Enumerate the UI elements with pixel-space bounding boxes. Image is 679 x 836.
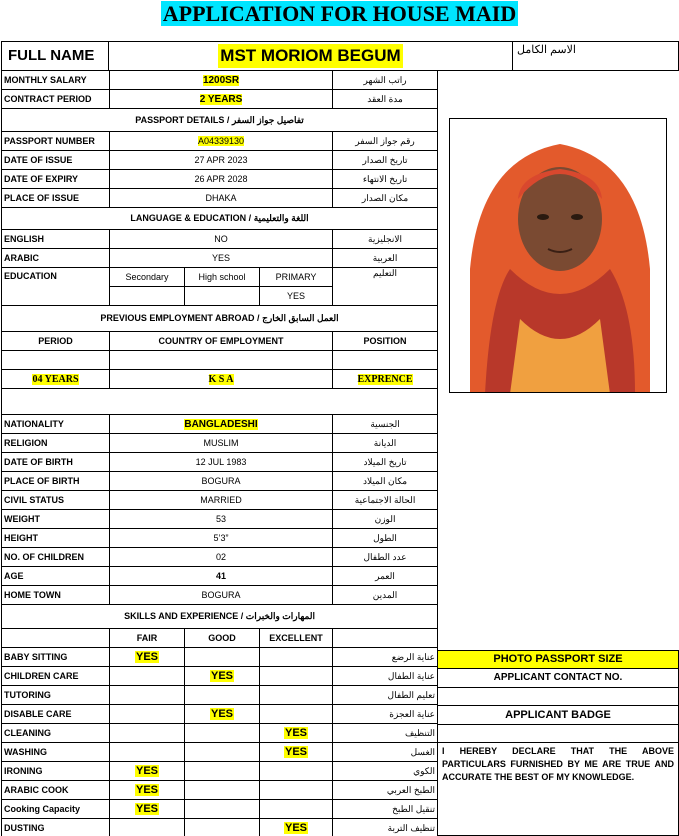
- home-town-ar: المدين: [333, 586, 438, 605]
- pob-ar: مكان الميلاد: [333, 472, 438, 491]
- contact-label: APPLICANT CONTACT NO.: [437, 668, 679, 688]
- skill-row: [2, 724, 438, 743]
- date-of-issue-label: DATE OF ISSUE: [2, 151, 110, 170]
- height-value: 5’3”: [110, 529, 333, 548]
- skill-row: [2, 781, 438, 800]
- education-label: EDUCATION: [2, 268, 110, 306]
- height-row: [2, 529, 438, 548]
- height-label: HEIGHT: [2, 529, 110, 548]
- skill-fair: [110, 724, 185, 743]
- place-of-issue-row: [2, 189, 438, 208]
- skill-excellent-mark: YES: [285, 727, 308, 739]
- age-row: [2, 567, 438, 586]
- date-of-issue-ar: تاريخ الصدار: [333, 151, 438, 170]
- lang-section-row: [2, 208, 438, 230]
- skill-fair: [110, 762, 185, 781]
- age-value: 41: [110, 567, 333, 586]
- declaration-text: I HEREBY DECLARE THAT THE ABOVE PARTICULARS FURNISHED BY ME ARE TRUE AND ACCURATE THE BEST OF MY KNOWLEDGE.: [437, 742, 679, 836]
- pob-label: PLACE OF BIRTH: [2, 472, 110, 491]
- dob-value: 12 JUL 1983: [110, 453, 333, 472]
- skill-fair: [110, 648, 185, 667]
- skill-row: [2, 686, 438, 705]
- skill-label: WASHING: [2, 743, 110, 762]
- skill-row: [2, 819, 438, 836]
- full-name-value: MST MORIOM BEGUM: [218, 44, 402, 68]
- pob-value: BOGURA: [110, 472, 333, 491]
- monthly-salary-row: [2, 71, 438, 90]
- skill-fair: [110, 667, 185, 686]
- dob-ar: تاريخ الميلاد: [333, 453, 438, 472]
- nationality-label: NATIONALITY: [2, 415, 110, 434]
- contact-blank: [437, 687, 679, 706]
- skills-excellent-header: EXCELLENT: [260, 629, 333, 648]
- employment-period-header: PERIOD: [2, 332, 110, 351]
- skills-header-blank: [2, 629, 110, 648]
- nationality-value: BANGLADESHI: [184, 418, 258, 430]
- skill-ar: تنظيف التربة: [333, 819, 438, 836]
- dob-label: DATE OF BIRTH: [2, 453, 110, 472]
- nationality-row: [2, 415, 438, 434]
- home-town-row: [2, 586, 438, 605]
- passport-number-ar: رقم جواز السفر: [333, 132, 438, 151]
- employment-position-value: EXPRENCE: [357, 373, 413, 385]
- skill-label: TUTORING: [2, 686, 110, 705]
- skills-header-row: [2, 629, 438, 648]
- employment-position-header: POSITION: [333, 332, 438, 351]
- skill-fair: [110, 743, 185, 762]
- civil-status-ar: الحالة الاجتماعية: [333, 491, 438, 510]
- spacer-row: [2, 389, 438, 415]
- skill-good: [185, 648, 260, 667]
- employment-country-cell: [110, 370, 333, 389]
- dob-row: [2, 453, 438, 472]
- date-of-issue-row: [2, 151, 438, 170]
- skill-good: [185, 800, 260, 819]
- skills-fair-header: FAIR: [110, 629, 185, 648]
- employment-row: [2, 370, 438, 389]
- passport-number-row: [2, 132, 438, 151]
- contract-period-ar: مدة العقد: [333, 90, 438, 109]
- skill-excellent-mark: YES: [285, 822, 308, 834]
- skill-ar: تنقيل الطبخ: [333, 800, 438, 819]
- skill-fair-mark: YES: [135, 784, 158, 796]
- children-ar: عدد الطفال: [333, 548, 438, 567]
- skills-section-title: SKILLS AND EXPERIENCE / المهارات والخبرات: [2, 605, 438, 629]
- employment-header-row: [2, 332, 438, 351]
- education-cell-empty-1: [110, 287, 185, 306]
- full-name-label: FULL NAME: [8, 47, 95, 64]
- religion-label: RELIGION: [2, 434, 110, 453]
- contract-period-value: 2 YEARS: [199, 93, 243, 105]
- monthly-salary-ar: راتب الشهر: [333, 71, 438, 90]
- skill-label: DISABLE CARE: [2, 705, 110, 724]
- skill-fair: [110, 781, 185, 800]
- contract-period-row: [2, 90, 438, 109]
- date-of-expiry-ar: تاريخ الانتهاء: [333, 170, 438, 189]
- skills-good-header: GOOD: [185, 629, 260, 648]
- education-level-high-school: High school: [185, 268, 260, 287]
- form-table: [1, 70, 438, 836]
- employment-blank-2: [110, 351, 333, 370]
- passport-number-value: A04339130: [197, 136, 245, 146]
- civil-status-row: [2, 491, 438, 510]
- religion-value: MUSLIM: [110, 434, 333, 453]
- contract-period-label: CONTRACT PERIOD: [2, 90, 110, 109]
- date-of-expiry-value: 26 APR 2028: [110, 170, 333, 189]
- employment-section-row: [2, 306, 438, 332]
- skill-good-mark: YES: [210, 670, 233, 682]
- skill-excellent: [260, 762, 333, 781]
- skill-fair-mark: YES: [135, 803, 158, 815]
- english-label: ENGLISH: [2, 230, 110, 249]
- skill-fair: [110, 705, 185, 724]
- employment-section-title: PREVIOUS EMPLOYMENT ABROAD / العمل السابق الخارج: [2, 306, 438, 332]
- employment-blank-1: [2, 351, 110, 370]
- skill-excellent: [260, 781, 333, 800]
- place-of-issue-ar: مكان الصدار: [333, 189, 438, 208]
- skill-good: [185, 762, 260, 781]
- home-town-value: BOGURA: [110, 586, 333, 605]
- date-of-expiry-label: DATE OF EXPIRY: [2, 170, 110, 189]
- full-name-value-cell: [108, 41, 513, 71]
- arabic-ar: العربية: [333, 249, 438, 268]
- age-label: AGE: [2, 567, 110, 586]
- skill-fair: [110, 800, 185, 819]
- skill-label: BABY SITTING: [2, 648, 110, 667]
- civil-status-label: CIVIL STATUS: [2, 491, 110, 510]
- photo-size-label: PHOTO PASSPORT SIZE: [437, 650, 679, 669]
- religion-row: [2, 434, 438, 453]
- skill-good: [185, 743, 260, 762]
- skill-row: [2, 648, 438, 667]
- place-of-issue-value: DHAKA: [110, 189, 333, 208]
- arabic-label: ARABIC: [2, 249, 110, 268]
- skill-fair: [110, 819, 185, 836]
- skill-ar: عناية الرضع: [333, 648, 438, 667]
- education-level-primary: PRIMARY: [260, 268, 333, 287]
- weight-ar: الوزن: [333, 510, 438, 529]
- education-cell-empty-2: [185, 287, 260, 306]
- skill-label: ARABIC COOK: [2, 781, 110, 800]
- spacer-cell: [2, 389, 438, 415]
- pob-row: [2, 472, 438, 491]
- nationality-cell: [110, 415, 333, 434]
- skill-excellent: [260, 686, 333, 705]
- weight-label: WEIGHT: [2, 510, 110, 529]
- skills-body: [2, 648, 438, 836]
- age-ar: العمر: [333, 567, 438, 586]
- monthly-salary-value: 1200SR: [202, 74, 240, 86]
- weight-row: [2, 510, 438, 529]
- civil-status-value: MARRIED: [110, 491, 333, 510]
- skill-row: [2, 762, 438, 781]
- skill-excellent: [260, 648, 333, 667]
- skill-excellent: [260, 724, 333, 743]
- skills-header-blank-ar: [333, 629, 438, 648]
- skill-good: [185, 705, 260, 724]
- page-title: APPLICATION FOR HOUSE MAID: [162, 1, 517, 26]
- skill-label: DUSTING: [2, 819, 110, 836]
- skill-row: [2, 667, 438, 686]
- skill-ar: الغسل: [333, 743, 438, 762]
- skill-ar: التنظيف: [333, 724, 438, 743]
- place-of-issue-label: PLACE OF ISSUE: [2, 189, 110, 208]
- religion-ar: الديانة: [333, 434, 438, 453]
- skill-good: [185, 781, 260, 800]
- skill-ar: الكوي: [333, 762, 438, 781]
- skill-label: Cooking Capacity: [2, 800, 110, 819]
- monthly-salary-cell: [110, 71, 333, 90]
- employment-blank-3: [333, 351, 438, 370]
- skill-good: [185, 724, 260, 743]
- employment-country-header: COUNTRY OF EMPLOYMENT: [110, 332, 333, 351]
- skill-good-mark: YES: [210, 708, 233, 720]
- skill-label: CLEANING: [2, 724, 110, 743]
- nationality-ar: الجنسية: [333, 415, 438, 434]
- employment-period-cell: [2, 370, 110, 389]
- education-level-secondary: Secondary: [110, 268, 185, 287]
- skills-section-row: [2, 605, 438, 629]
- children-value: 02: [110, 548, 333, 567]
- employment-period-value: 04 YEARS: [32, 373, 79, 385]
- weight-value: 53: [110, 510, 333, 529]
- skill-label: IRONING: [2, 762, 110, 781]
- height-ar: الطول: [333, 529, 438, 548]
- home-town-label: HOME TOWN: [2, 586, 110, 605]
- skill-fair: [110, 686, 185, 705]
- photo-portrait: [450, 119, 667, 393]
- badge-label: APPLICANT BADGE: [437, 705, 679, 725]
- skill-ar: تعليم الطفال: [333, 686, 438, 705]
- children-label: NO. OF CHILDREN: [2, 548, 110, 567]
- children-row: [2, 548, 438, 567]
- skill-good: [185, 686, 260, 705]
- education-selected: YES: [260, 287, 333, 306]
- education-row: [2, 268, 438, 287]
- skill-excellent: [260, 819, 333, 836]
- employment-country-value: K S A: [208, 373, 234, 385]
- skill-fair-mark: YES: [135, 651, 158, 663]
- english-ar: الانجليزية: [333, 230, 438, 249]
- education-ar: التعليم: [333, 268, 438, 306]
- skill-label: CHILDREN CARE: [2, 667, 110, 686]
- skill-row: [2, 800, 438, 819]
- english-value: NO: [110, 230, 333, 249]
- badge-blank: [437, 724, 679, 743]
- skill-row: [2, 705, 438, 724]
- skill-ar: عناية الطفال: [333, 667, 438, 686]
- skill-fair-mark: YES: [135, 765, 158, 777]
- skill-excellent: [260, 800, 333, 819]
- full-name-label-cell: [1, 41, 109, 71]
- date-of-issue-value: 27 APR 2023: [110, 151, 333, 170]
- date-of-expiry-row: [2, 170, 438, 189]
- skill-ar: الطبخ العربي: [333, 781, 438, 800]
- english-row: [2, 230, 438, 249]
- employment-position-cell: [333, 370, 438, 389]
- passport-number-label: PASSPORT NUMBER: [2, 132, 110, 151]
- passport-section-title: PASSPORT DETAILS / تفاصيل جواز السفر: [2, 109, 438, 132]
- skill-excellent: [260, 743, 333, 762]
- skill-good: [185, 819, 260, 836]
- arabic-row: [2, 249, 438, 268]
- monthly-salary-label: MONTHLY SALARY: [2, 71, 110, 90]
- skill-excellent: [260, 705, 333, 724]
- skill-excellent-mark: YES: [285, 746, 308, 758]
- passport-section-row: [2, 109, 438, 132]
- skill-row: [2, 743, 438, 762]
- skill-ar: عناية العجزة: [333, 705, 438, 724]
- applicant-photo: [449, 118, 667, 393]
- lang-section-title: LANGUAGE & EDUCATION / اللغة والتعليمية: [2, 208, 438, 230]
- skill-excellent: [260, 667, 333, 686]
- skill-good: [185, 667, 260, 686]
- arabic-value: YES: [110, 249, 333, 268]
- employment-blank-row: [2, 351, 438, 370]
- passport-number-cell: [110, 132, 333, 151]
- contract-period-cell: [110, 90, 333, 109]
- full-name-ar: الاسم الكامل: [512, 41, 679, 71]
